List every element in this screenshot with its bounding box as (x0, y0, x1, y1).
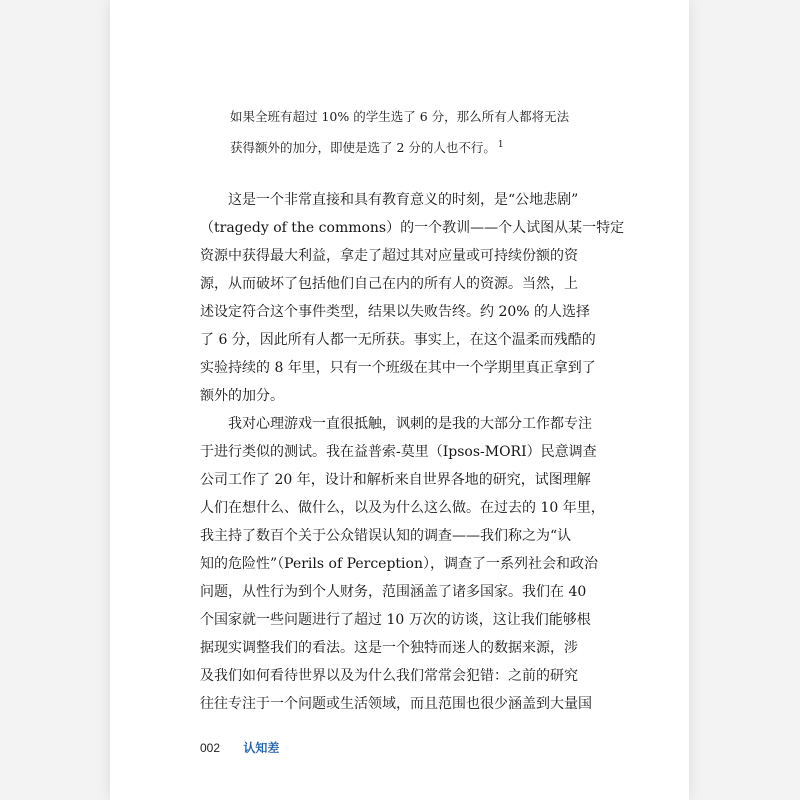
page-footer (200, 740, 279, 756)
body-line: 这是一个非常直接和具有教育意义的时刻，是“公地悲剧” (200, 192, 579, 208)
body-line: 公司工作了 20 年，设计和解析来自世界各地的研究，试图理解 (200, 472, 591, 488)
body-line: 实验持续的 8 年里，只有一个班级在其中一个学期里真正拿到了 (200, 360, 596, 376)
body-line: 及我们如何看待世界以及为什么我们常常会犯错：之前的研究 (200, 668, 578, 684)
book-page (110, 0, 689, 800)
quote-line-with-footnote (230, 131, 610, 159)
body-line: （tragedy of the commons）的一个教训——个人试图从某一特定 (200, 220, 625, 236)
block-quote (230, 103, 610, 159)
body-line: 源，从而破坏了包括他们自己在内的所有人的资源。当然，上 (200, 276, 578, 292)
body-line: 资源中获得最大利益，拿走了超过其对应量或可持续份额的资 (200, 248, 578, 264)
footnote-marker: 1 (497, 140, 504, 150)
quote-line: 如果全班有超过 10% 的学生选了 6 分，那么所有人都将无法 (230, 109, 570, 124)
body-line: 我主持了数百个关于公众错误认知的调查——我们称之为“认 (200, 528, 572, 544)
running-title: 认知差 (243, 741, 280, 755)
body-line: 我对心理游戏一直很抵触，讽刺的是我的大部分工作都专注 (200, 416, 592, 432)
quote-line-text: 获得额外的加分，即使是选了 2 分的人也不行。 (230, 140, 496, 155)
body-line: 知的危险性”（Perils of Perception），调查了一系列社会和政治 (200, 556, 598, 572)
body-line: 了 6 分，因此所有人都一无所获。事实上，在这个温柔而残酷的 (200, 332, 596, 348)
body-line: 于进行类似的测试。我在益普索-莫里（Ipsos-MORI）民意调查 (200, 444, 597, 460)
body-line: 问题，从性行为到个人财务，范围涵盖了诸多国家。我们在 40 (200, 584, 587, 600)
body-line: 往往专注于一个问题或生活领域，而且范围也很少涵盖到大量国 (200, 696, 592, 712)
body-line: 人们在想什么、做什么，以及为什么这么做。在过去的 10 年里， (200, 500, 605, 516)
body-line: 据现实调整我们的看法。这是一个独特而迷人的数据来源，涉 (200, 640, 578, 656)
body-line: 述设定符合这个事件类型，结果以失败告终。约 20% 的人选择 (200, 304, 591, 320)
body-text (200, 186, 625, 718)
body-line: 额外的加分。 (200, 388, 284, 404)
body-line: 个国家就一些问题进行了超过 10 万次的访谈，这让我们能够根 (200, 612, 591, 628)
page-number: 002 (200, 741, 221, 755)
